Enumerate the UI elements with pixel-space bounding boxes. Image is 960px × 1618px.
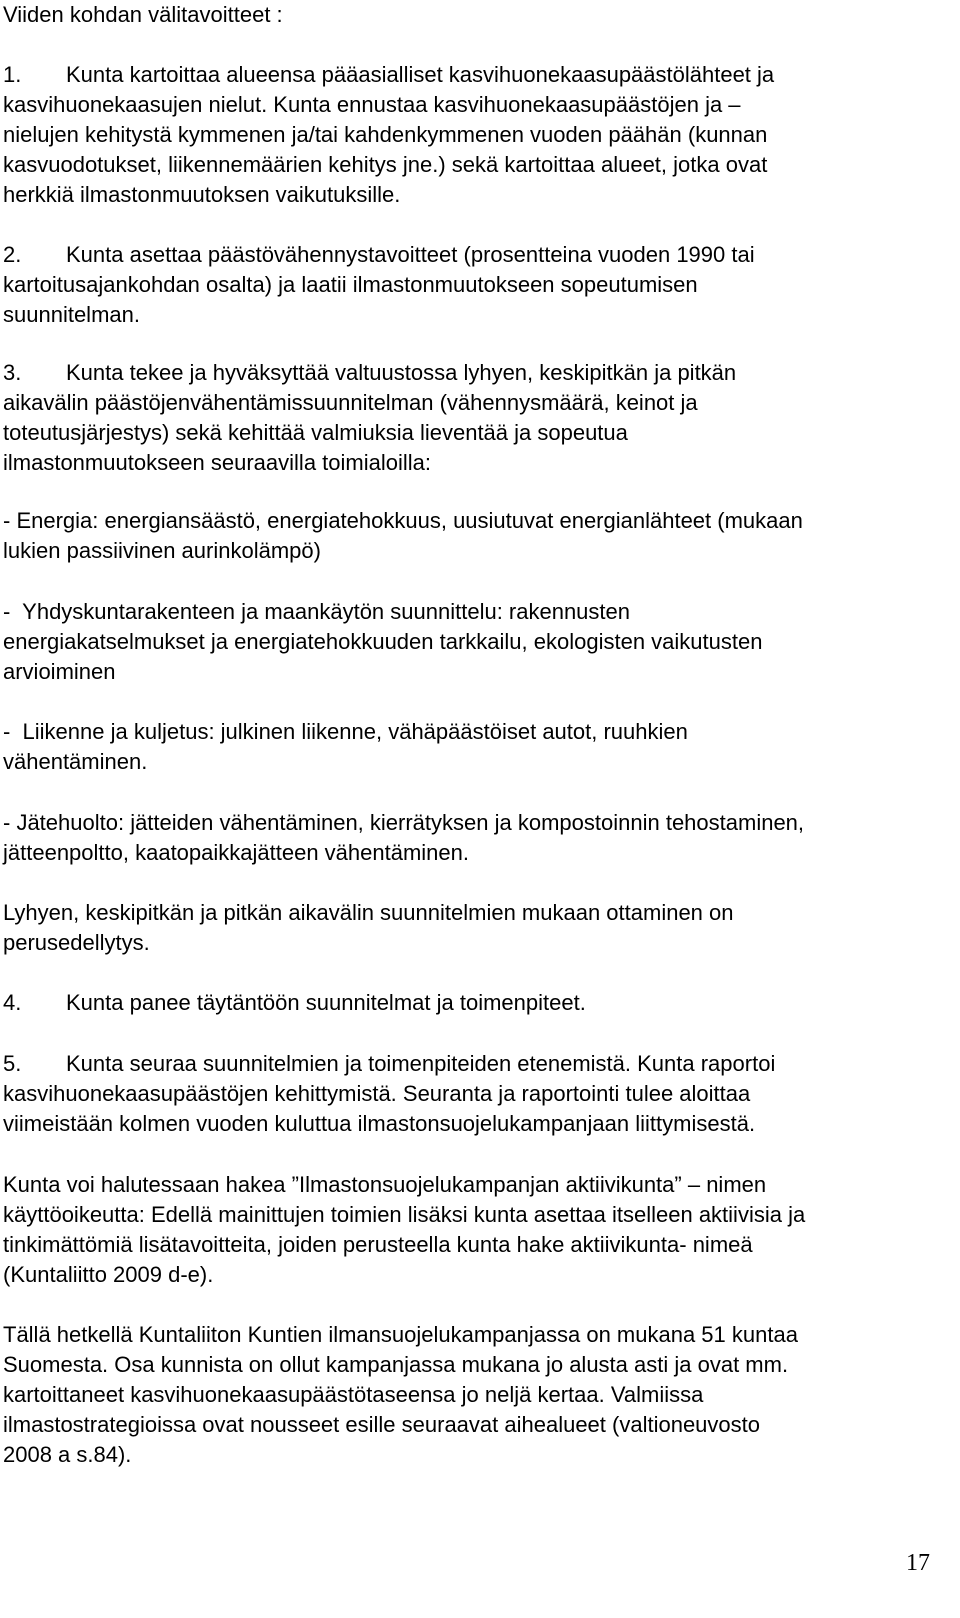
item-number: 3. xyxy=(3,360,22,385)
item-line: kasvuodotukset, liikennemäärien kehitys jne.) sekä kartoittaa alueet, jotka ovat xyxy=(3,152,768,177)
item-number: 2. xyxy=(3,242,22,267)
paragraph-line: Lyhyen, keskipitkän ja pitkän aikavälin suunnitelmien mukaan ottaminen on xyxy=(3,900,734,925)
paragraph-line: ilmastostrategioissa ovat nousseet esille seuraavat aihealueet (valtioneuvosto xyxy=(3,1412,760,1437)
sector-waste xyxy=(3,808,804,868)
sector-line: - Liikenne ja kuljetus: julkinen liikenne, vähäpäästöiset autot, ruuhkien xyxy=(3,719,688,744)
paragraph-line: 2008 a s.84). xyxy=(3,1442,132,1467)
active-municipality-paragraph xyxy=(3,1170,805,1290)
item-line: suunnitelman. xyxy=(3,302,140,327)
item-text: Kunta panee täytäntöön suunnitelmat ja toimenpiteet. xyxy=(66,990,586,1015)
item-line: herkkiä ilmastonmuutoksen vaikutuksille. xyxy=(3,182,401,207)
item-line: nielujen kehitystä kymmenen ja/tai kahdenkymmenen vuoden päähän (kunnan xyxy=(3,122,768,147)
sector-line: jätteenpoltto, kaatopaikkajätteen vähentäminen. xyxy=(3,840,469,865)
heading-text: Viiden kohdan välitavoitteet : xyxy=(3,2,283,27)
item-number: 4. xyxy=(3,990,22,1015)
paragraph-line: Suomesta. Osa kunnista on ollut kampanjassa mukana jo alusta asti ja ovat mm. xyxy=(3,1352,789,1377)
item-line: toteutusjärjestys) sekä kehittää valmiuksia lieventää ja sopeutua xyxy=(3,420,628,445)
item-text: Kunta asettaa päästövähennystavoitteet (prosentteina vuoden 1990 tai xyxy=(66,242,755,267)
sector-transport xyxy=(3,717,688,777)
item-line: kasvihuonekaasujen nielut. Kunta ennustaa kasvihuonekaasupäästöjen ja – xyxy=(3,92,741,117)
sector-line: lukien passiivinen aurinkolämpö) xyxy=(3,538,321,563)
item-number: 1. xyxy=(3,62,22,87)
paragraph-line: käyttöoikeutta: Edellä mainittujen toimien lisäksi kunta asettaa itselleen aktiivisia ja xyxy=(3,1202,806,1227)
item-line: ilmastonmuutokseen seuraavilla toimialoilla: xyxy=(3,450,431,475)
paragraph-line: kartoittaneet kasvihuonekaasupäästötaseensa jo neljä kertaa. Valmiissa xyxy=(3,1382,704,1407)
goal-item-4 xyxy=(3,988,586,1018)
sector-line: energiakatselmukset ja energiatehokkuuden tarkkailu, ekologisten vaikutusten xyxy=(3,629,763,654)
sector-line: arvioiminen xyxy=(3,659,116,684)
sector-line: vähentäminen. xyxy=(3,749,148,774)
item-line: aikavälin päästöjenvähentämissuunnitelman (vähennysmäärä, keinot ja xyxy=(3,390,698,415)
paragraph-line: Kunta voi halutessaan hakea ”Ilmastonsuojelukampanjan aktiivikunta” – nimen xyxy=(3,1172,767,1197)
sector-land-use xyxy=(3,597,762,687)
item-text: Kunta tekee ja hyväksyttää valtuustossa lyhyen, keskipitkän ja pitkän xyxy=(66,360,737,385)
item-line: kartoitusajankohdan osalta) ja laatii ilmastonmuutokseen sopeutumisen xyxy=(3,272,698,297)
item-number: 5. xyxy=(3,1051,22,1076)
goal-item-2 xyxy=(3,240,755,330)
goal-item-5 xyxy=(3,1049,775,1139)
item-text: Kunta seuraa suunnitelmien ja toimenpiteiden etenemistä. Kunta raportoi xyxy=(66,1051,776,1076)
item-line: viimeistään kolmen vuoden kuluttua ilmastonsuojelukampanjaan liittymisestä. xyxy=(3,1111,756,1136)
sector-line: - Energia: energiansäästö, energiatehokkuus, uusiutuvat energianlähteet (mukaan xyxy=(3,508,803,533)
paragraph-line: (Kuntaliitto 2009 d-e). xyxy=(3,1262,214,1287)
prerequisite-paragraph xyxy=(3,898,734,958)
section-heading xyxy=(3,0,283,30)
goal-item-1 xyxy=(3,60,774,210)
item-line: kasvihuonekaasupäästöjen kehittymistä. Seuranta ja raportointi tulee aloittaa xyxy=(3,1081,751,1106)
paragraph-line: perusedellytys. xyxy=(3,930,150,955)
sector-line: - Yhdyskuntarakenteen ja maankäytön suunnittelu: rakennusten xyxy=(3,599,630,624)
item-text: Kunta kartoittaa alueensa pääasialliset kasvihuonekaasupäästölähteet ja xyxy=(66,62,775,87)
sector-energy xyxy=(3,506,803,566)
goal-item-3 xyxy=(3,358,736,478)
paragraph-line: tinkimättömiä lisätavoitteita, joiden perusteella kunta hake aktiivikunta- nimeä xyxy=(3,1232,753,1257)
paragraph-line: Tällä hetkellä Kuntaliiton Kuntien ilmansuojelukampanjassa on mukana 51 kuntaa xyxy=(3,1322,798,1347)
current-status-paragraph xyxy=(3,1320,798,1470)
page-number: 17 xyxy=(906,1550,930,1576)
sector-line: - Jätehuolto: jätteiden vähentäminen, kierrätyksen ja kompostoinnin tehostaminen, xyxy=(3,810,805,835)
